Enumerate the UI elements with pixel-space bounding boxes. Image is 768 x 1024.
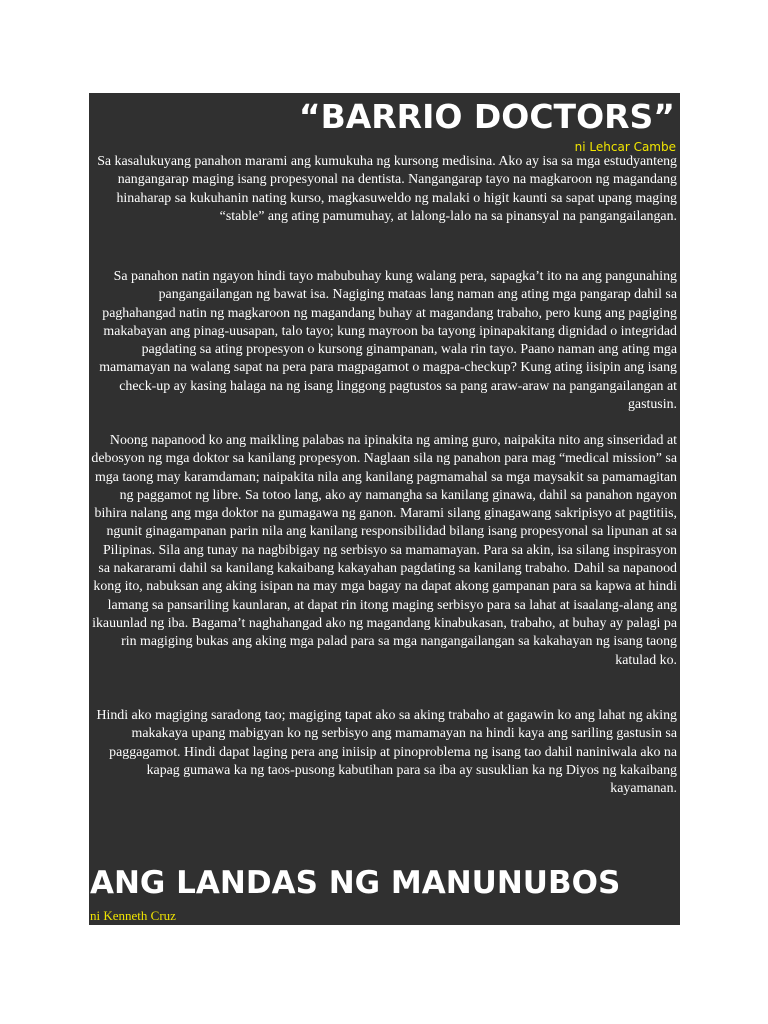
article-paragraph-3 [91, 432, 677, 670]
paragraph-text: Noong napanood ko ang maikling palabas na ipinakita ng aming guro, naipakita nito ang sinseridad at debosyon ng mga doktor sa kanilang propesyon. Naglaan sila ng panahon para mag “medical mission” sa mga taong may karamdaman; naipakita nila ang kanilang pagmamahal sa mga maysakit sa pamamagitan ng paggamot ng libre. Sa totoo lang, ako ay namangha sa kanilang ginawa, dahil sa panahon ngayon bihira nalang ang mga doktor na gumagawa ng ganon. Marami silang ginagawang sakripisyo at pagtitiis, ngunit ginagampanan parin nila ang kanilang responsibilidad bilang isang propesyonal sa lipunan at sa Pilipinas. Sila ang tunay na nagbibigay ng serbisyo sa mamamayan. Para sa akin, isa silang inspirasyon sa nakararami dahil sa kanilang kakaibang kakayahan pagdating sa kanilang trabaho. Dahil sa napanood kong ito, nabuksan ang aking isipan na may mga bagay na dapat akong gampanan para sa kapwa at hindi lamang sa pansariling kaunlaran, at dapat rin itong maging serbisyo para sa lahat at isaalang-alang ang ikauunlad ng iba. Bagama’t naghahangad ako ng magandang kinabukasan, trabaho, at buhay ay palagi pa rin magiging bukas ang aking mga palad para sa mga nangangailangan sa kakahayan ng isang taong katulad ko. [91, 433, 677, 668]
paragraph-text: Sa kasalukuyang panahon marami ang kumukuha ng kursong medisina. Ako ay isa sa mga estudyanteng nangangarap maging isang propesyonal na dentista. Nangangarap tayo na magkaroon ng magandang hinaharap sa kukuhanin nating kurso, magkasuweldo ng malaki o higit kaunti sa sapat upang maging “stable” ang ating pamumuhay, at lalong-lalo na sa pinansyal na pangangailangan. [97, 154, 677, 224]
document-page [89, 93, 680, 925]
article-title: “BARRIO DOCTORS” [298, 97, 675, 136]
article-paragraph-4 [91, 707, 677, 798]
article-paragraph-2 [91, 268, 677, 414]
paragraph-text: Hindi ako magiging saradong tao; magiging tapat ako sa aking trabaho at gagawin ko ang lahat ng aking makakaya upang mabigyan ko ng serbisyo ang mamamayan na hindi kaya ang sariling gastusin sa paggagamot. Hindi dapat laging pera ang iniisip at pinoproblema ng isang tao dahil naniniwala ako na kapag gumawa ka ng taos-pusong kabutihan para sa iba ay susuklian ka ng Diyos ng kakaibang kayamanan. [96, 708, 677, 797]
second-article-author: ni Kenneth Cruz [90, 908, 176, 923]
article-paragraph-1 [91, 153, 677, 226]
second-article-title: ANG LANDAS NG MANUNUBOS [90, 865, 621, 901]
paragraph-text: Sa panahon natin ngayon hindi tayo mabubuhay kung walang pera, sapagka’t ito na ang pangunahing pangangailangan ng bawat isa. Nagiging mataas lang naman ang ating mga pangarap dahil sa paghahangad natin ng magkaroon ng magandang buhay at magandang trabaho, pero kung ang pagiging makabayan ang pinag-uusapan, talo tayo; kung mayroon ba tayong ipinapakitang dignidad o integridad pagdating sa ating propesyon o kursong ginampanan, wala rin tayo. Paano naman ang ating mga mamamayan na walang sapat na pera para magpagamot o magpa-checkup? Kung ating iisipin ang isang check-up ay kasing halaga na ng isang linggong pagtustos sa pang araw-araw na pangangailangan at gastusin. [99, 269, 677, 413]
article-author: ni Lehcar Cambe [574, 140, 676, 154]
